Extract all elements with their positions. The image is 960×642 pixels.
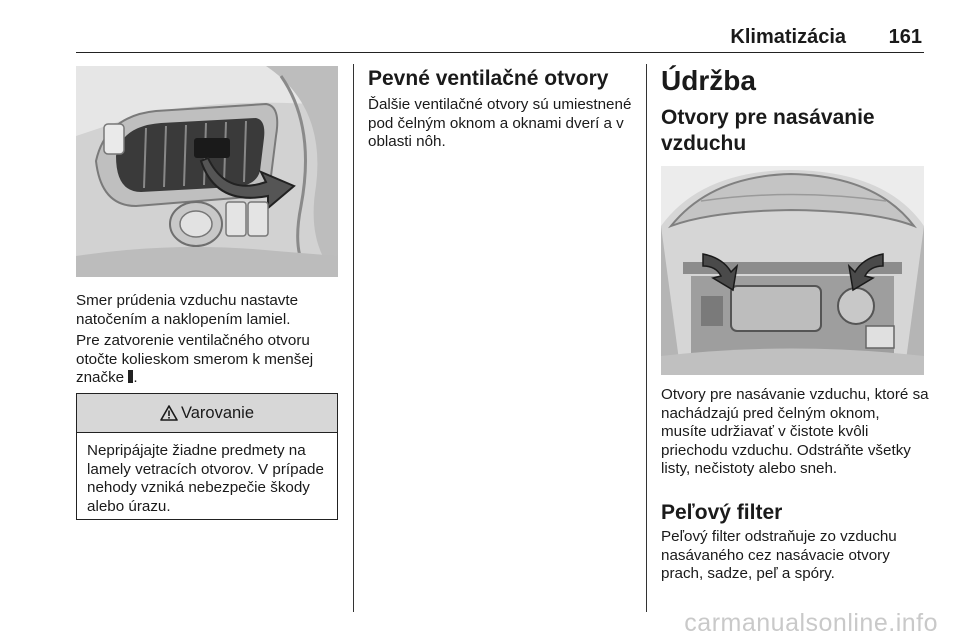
engine-bay-photo (661, 166, 924, 375)
warning-triangle-icon (160, 405, 178, 421)
vent-close-text-end: . (133, 369, 138, 387)
vent-close-text-main: Pre zatvorenie ventilačného otvoru otočte kolieskom smerom k menšej značke (76, 332, 314, 387)
pollen-filter-heading: Peľový filter (661, 501, 783, 524)
fixed-vents-heading: Pevné ventilačné otvory (368, 67, 609, 90)
page-header (76, 26, 924, 52)
pollen-filter-text: Peľový filter odstraňuje zo vzduchu nasávaného cez nasávacie otvory prach, sadze, peľ a spóry. (661, 528, 897, 583)
air-inlet-heading: Otvory pre nasávanie vzduchu (661, 106, 875, 155)
fixed-vents-text: Ďalšie ventilačné otvory sú umiestnené pod čelným oknom a oknami dverí a v oblasti nôh. (368, 96, 632, 151)
column-divider-left (353, 64, 354, 612)
column-divider-right (646, 64, 647, 612)
air-inlet-text: Otvory pre nasávanie vzduchu, ktoré sa nachádzajú pred čelným oknom, musíte udržiavať v čistote kvôli priechodu vzduchu. Odstráňte všetky listy, nečistoty alebo sneh. (661, 386, 929, 478)
engine-bay-illustration (661, 166, 924, 375)
vent-direction-text: Smer prúdenia vzduchu nastavte natočením a naklopením lamiel. (76, 292, 299, 328)
vent-photo (76, 66, 338, 277)
watermark: carmanualsonline.info (684, 609, 938, 637)
page-number: 161 (888, 26, 922, 48)
warning-header (77, 394, 337, 433)
header-rule (76, 52, 924, 53)
warning-box (76, 393, 338, 520)
warning-title: Varovanie (180, 403, 255, 422)
maintenance-heading: Údržba (661, 65, 756, 96)
vent-close-text (76, 332, 338, 388)
section-title: Klimatizácia (730, 26, 846, 48)
warning-text: Nepripájajte žiadne predmety na lamely vetracích otvorov. V prípade nehody vzniká nebezpečie škody alebo úrazu. (87, 442, 324, 515)
vent-illustration (76, 66, 338, 277)
